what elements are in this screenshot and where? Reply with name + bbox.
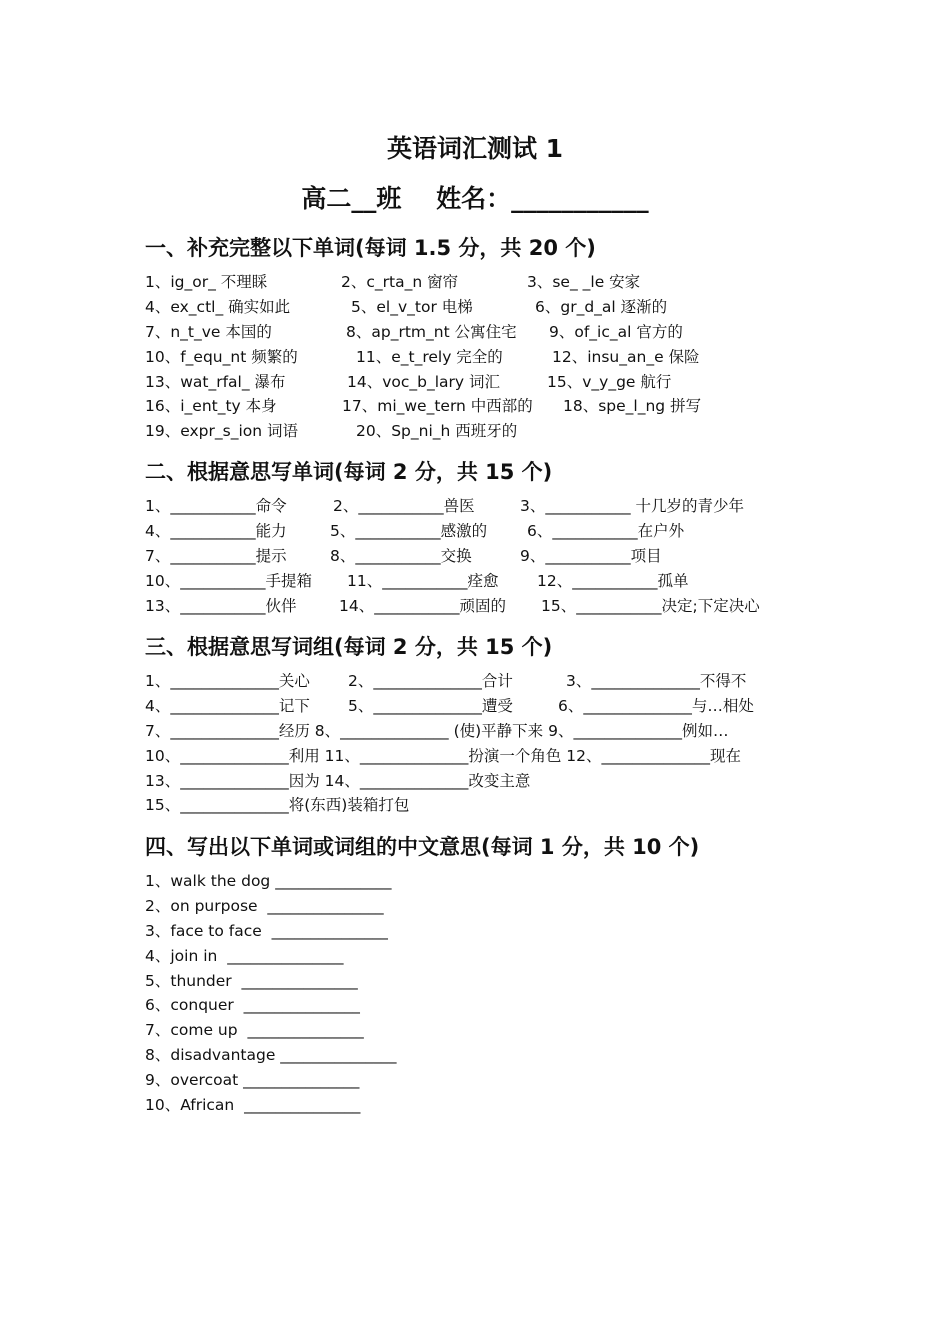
question-row (145, 494, 845, 519)
question-row (145, 419, 845, 444)
question-row (145, 295, 845, 320)
question-item: 12、insu_an_e 保险 (552, 347, 700, 366)
question-row (145, 1043, 845, 1068)
question-item: 6、______________与…相处 (558, 696, 754, 715)
question-item: 16、i_ent_ty 本身 (145, 397, 277, 416)
question-row (145, 969, 845, 994)
section-heading: 二、根据意思写单词(每词 2 分，共 15 个) (145, 460, 553, 484)
question-item: 10、______________利用 11、______________扮演一个角色 12、______________现在 (145, 746, 742, 765)
question-row (145, 719, 845, 744)
question-item: 1、___________命令 (145, 497, 287, 515)
question-row (145, 544, 845, 569)
question-list (145, 494, 845, 618)
question-item: 12、___________孤单 (537, 571, 689, 590)
question-item: 10、___________手提箱 (145, 571, 312, 590)
section-3 (145, 632, 845, 818)
question-item: 15、v_y_ge 航行 (547, 372, 672, 391)
question-row (145, 519, 845, 544)
section-4 (145, 832, 845, 1118)
question-row (145, 894, 845, 919)
question-row (145, 569, 845, 594)
question-row (145, 370, 845, 395)
question-item: 8、___________交换 (330, 546, 472, 565)
question-item: 4、______________记下 (145, 696, 310, 715)
question-row (145, 694, 845, 719)
question-row (145, 793, 845, 818)
question-item: 11、e_t_rely 完全的 (356, 347, 503, 366)
question-row (145, 993, 845, 1018)
question-item: 14、voc_b_lary 词汇 (347, 372, 501, 391)
question-item: 2、c_rta_n 窗帘 (341, 273, 459, 291)
question-item: 6、conquer _______________ (145, 996, 360, 1015)
question-row (145, 1018, 845, 1043)
question-item: 4、join in _______________ (145, 946, 344, 965)
question-item: 1、walk the dog _______________ (145, 872, 392, 890)
question-item: 5、el_v_tor 电梯 (351, 297, 473, 316)
page-title: 英语词汇测试 1 (386, 134, 564, 163)
question-item: 3、face to face _______________ (145, 921, 388, 940)
question-item: 2、______________合计 (348, 672, 513, 690)
question-item: 6、gr_d_al 逐渐的 (535, 297, 668, 316)
question-item: 13、wat_rfal_ 瀑布 (145, 372, 286, 391)
question-item: 2、on purpose _______________ (145, 896, 384, 915)
question-row (145, 394, 845, 419)
question-item: 6、___________在户外 (527, 521, 685, 540)
question-item: 15、___________决定;下定决心 (541, 596, 760, 615)
question-row (145, 769, 845, 794)
class-name-line: 高二__班 姓名：___________ (301, 184, 649, 213)
question-list (145, 869, 845, 1118)
question-item: 1、______________关心 (145, 672, 310, 690)
question-row (145, 270, 845, 295)
section-heading: 三、根据意思写词组(每词 2 分，共 15 个) (145, 635, 553, 659)
question-row (145, 919, 845, 944)
question-item: 3、___________ 十几岁的青少年 (520, 497, 745, 515)
section-1 (145, 233, 845, 444)
question-item: 5、___________感激的 (330, 521, 488, 540)
question-item: 9、of_ic_al 官方的 (549, 322, 683, 341)
question-item: 11、___________痊愈 (347, 571, 499, 590)
question-row (145, 669, 845, 694)
question-item: 10、f_equ_nt 频繁的 (145, 347, 298, 366)
question-item: 8、disadvantage _______________ (145, 1046, 397, 1065)
question-item: 7、______________经历 8、______________ (使)平静下来 9、______________例如… (145, 721, 729, 740)
question-item: 4、ex_ctl_ 确实如此 (145, 297, 291, 316)
question-item: 4、___________能力 (145, 521, 287, 540)
question-row (145, 594, 845, 619)
section-heading: 四、写出以下单词或词组的中文意思(每词 1 分，共 10 个) (145, 835, 700, 859)
question-item: 13、___________伙伴 (145, 596, 297, 615)
question-item: 14、___________顽固的 (339, 596, 506, 615)
question-item: 7、n_t_ve 本国的 (145, 322, 272, 341)
question-item: 7、___________提示 (145, 546, 287, 565)
question-item: 9、overcoat _______________ (145, 1071, 360, 1090)
section-heading: 一、补充完整以下单词(每词 1.5 分，共 20 个) (145, 236, 596, 260)
question-item: 9、___________项目 (520, 546, 662, 565)
question-item: 19、expr_s_ion 词语 (145, 422, 298, 441)
question-item: 1、ig_or_ 不理睬 (145, 273, 268, 291)
question-item: 17、mi_we_tern 中西部的 (342, 397, 533, 416)
question-item: 20、Sp_ni_h 西班牙的 (356, 422, 518, 441)
question-item: 13、______________因为 14、______________改变主意 (145, 771, 531, 790)
question-item: 7、come up _______________ (145, 1021, 364, 1040)
question-row (145, 744, 845, 769)
question-row (145, 345, 845, 370)
question-item: 10、African _______________ (145, 1096, 361, 1115)
question-item: 2、___________兽医 (333, 497, 475, 515)
question-item: 5、thunder _______________ (145, 971, 358, 990)
question-row (145, 320, 845, 345)
question-row (145, 1093, 845, 1118)
question-row (145, 944, 845, 969)
question-row (145, 869, 845, 894)
question-list (145, 270, 845, 444)
question-item: 3、se_ _le 安家 (527, 273, 641, 291)
question-item: 15、______________将(东西)装箱打包 (145, 796, 410, 815)
question-item: 3、______________不得不 (566, 672, 747, 690)
question-row (145, 1068, 845, 1093)
question-item: 5、______________遭受 (348, 696, 513, 715)
question-item: 8、ap_rtm_nt 公寓住宅 (346, 322, 517, 341)
question-list (145, 669, 845, 818)
question-item: 18、spe_l_ng 拼写 (563, 397, 702, 416)
section-2 (145, 457, 845, 618)
